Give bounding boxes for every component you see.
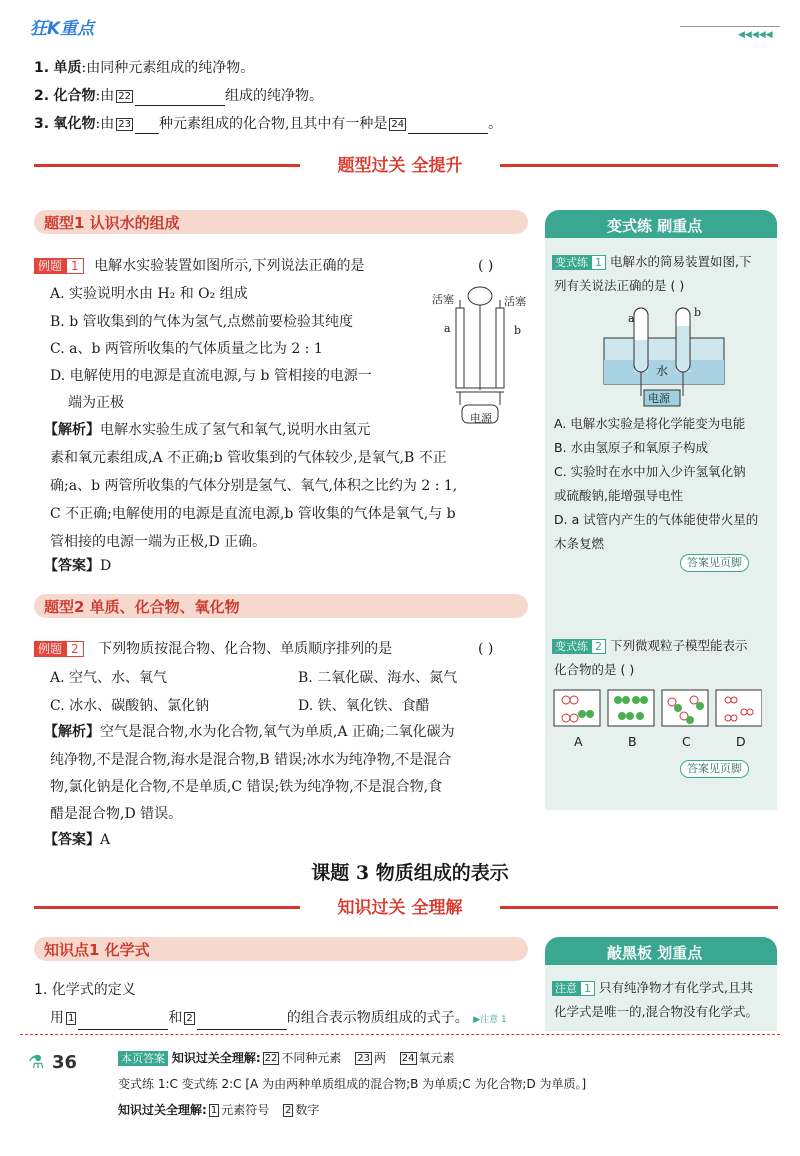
side-1-opt-5: D. a 试管内产生的气体能使带火星的	[554, 512, 759, 527]
footer-line-2: 变式练 1:C 变式练 2:C [A 为由两种单质组成的混合物;B 为单质;C 为化合物;D 为单质。]	[118, 1077, 587, 1091]
flask-icon: ⚗	[28, 1052, 45, 1073]
page-number: 36	[52, 1052, 78, 1073]
header-arrows-icon: ◀◀◀◀◀	[738, 30, 773, 40]
side-1-q1-line-2: 列有关说法正确的是 ( )	[554, 278, 685, 293]
side-2-head: 敲黑板 划重点	[545, 937, 777, 965]
side-1-head: 变式练 刷重点	[545, 210, 777, 238]
side-2-line-2: 化学式是唯一的,混合物没有化学式。	[554, 1004, 758, 1019]
analysis-2-line-3: 物,氯化钠是化合物,不是单质,C 错误;铁为纯净物,不是混合物,食	[50, 779, 443, 795]
option-b: B. b 管收集到的气体为氢气,点燃前要检验其纯度	[50, 314, 354, 330]
def-2: 2. 化合物:由 22 组成的纯净物。	[34, 88, 323, 104]
example-2-question: 例题 2 下列物质按混合物、化合物、单质顺序排列的是	[34, 639, 392, 659]
fig1-valve-left: 活塞	[432, 293, 454, 306]
model-label-a: A	[574, 734, 583, 749]
example-1-question: 例题 1 电解水实验装置如图所示,下列说法正确的是	[34, 256, 365, 276]
option-d-1: D. 电解使用的电源是直流电源,与 b 管相接的电源一	[50, 368, 372, 384]
side-2-line-1: 注意 1 只有纯净物才有化学式,且其	[552, 978, 753, 998]
banner-2: 知识过关 全理解	[300, 893, 500, 923]
topic-1-title: 题型1 认识水的组成	[34, 210, 528, 234]
side-fig-b: b	[694, 306, 702, 319]
option-a: A. 实验说明水由 H₂ 和 O₂ 组成	[50, 286, 248, 302]
brand-logo: 狂K重点	[30, 19, 95, 39]
answer-footer-button-1[interactable]: 答案见页脚	[680, 554, 749, 572]
analysis-2-line-4: 醋是混合物,D 错误。	[50, 806, 183, 822]
kp-1-title: 知识点1 化学式	[34, 937, 528, 961]
fig1-valve-right: 活塞	[504, 295, 526, 308]
side-1-opt-3: C. 实验时在水中加入少许氢氧化钠	[554, 464, 746, 479]
analysis-1-line-1: 【解析】电解水实验生成了氢气和氧气,说明水由氢元	[44, 422, 371, 438]
def-1: 1. 单质:由同种元素组成的纯净物。	[34, 60, 255, 76]
answer-footer-button-2[interactable]: 答案见页脚	[680, 760, 749, 778]
fig1-label-b: b	[514, 324, 522, 337]
answer-1: 【答案】D	[44, 558, 112, 574]
answer-2: 【答案】A	[44, 832, 111, 848]
fig1-power: 电源	[470, 412, 492, 425]
banner-1: 题型过关 全提升	[300, 151, 500, 181]
model-label-b: B	[628, 734, 637, 749]
kp-1-definition: 用 1 和 2 的组合表示物质组成的式子。 ▶注意 1	[50, 1008, 507, 1030]
option-2a: A. 空气、水、氧气	[50, 670, 168, 686]
kp-1-sub: 1. 化学式的定义	[34, 982, 136, 998]
side-1-q2-line-1: 变式练 2 下列微观粒子模型能表示	[552, 636, 748, 656]
footer-line-3: 知识过关全理解: 1 元素符号 2 数字	[118, 1103, 320, 1117]
analysis-1-line-3: 确;a、b 两管所收集的气体分别是氢气、氧气,体积之比约为 2 : 1,	[50, 478, 458, 494]
side-1-q2-line-2: 化合物的是 ( )	[554, 662, 635, 677]
analysis-1-line-5: 管相接的电源一端为正极,D 正确。	[50, 534, 267, 550]
side-1-opt-1: A. 电解水实验是将化学能变为电能	[554, 416, 746, 431]
header-line	[680, 26, 780, 27]
option-c: C. a、b 两管所收集的气体质量之比为 2 : 1	[50, 341, 323, 357]
model-label-d: D	[736, 734, 746, 749]
side-fig-a: a	[628, 312, 635, 325]
option-d-2: 端为正极	[68, 395, 124, 411]
analysis-1-line-4: C 不正确;电解使用的电源是直流电源,b 管收集的气体是氧气,与 b	[50, 506, 456, 522]
option-2d: D. 铁、氧化铁、食醋	[298, 698, 430, 714]
option-2b: B. 二氧化碳、海水、氮气	[298, 670, 458, 686]
side-1-opt-2: B. 水由氢原子和氧原子构成	[554, 440, 709, 455]
lesson-title: 课题 3 物质组成的表示	[311, 862, 509, 884]
side-1-opt-4: 或硫酸钠,能增强导电性	[554, 488, 683, 503]
example-1-paren: ( )	[478, 258, 494, 274]
side-fig-power: 电源	[648, 392, 670, 405]
model-label-c: C	[682, 734, 691, 749]
topic-2-title: 题型2 单质、化合物、氧化物	[34, 594, 528, 618]
footer-line-1: 本页答案 知识过关全理解: 22 不同种元素 23 两 24 氧元素	[118, 1048, 455, 1068]
analysis-1-line-2: 素和氧元素组成,A 不正确;b 管收集到的气体较少,是氧气,B 不正	[50, 450, 447, 466]
def-3: 3. 氧化物:由 23 种元素组成的化合物,且其中有一种是 24 。	[34, 116, 503, 132]
side-1-q1-line-1: 变式练 1 电解水的简易装置如图,下	[552, 252, 751, 272]
side-fig-water: 水	[656, 364, 669, 378]
analysis-2-line-2: 纯净物,不是混合物,海水是混合物,B 错误;冰水为纯净物,不是混合	[50, 752, 452, 768]
fig1-label-a: a	[444, 322, 451, 335]
particle-models-figure	[552, 688, 762, 728]
side-1-opt-6: 木条复燃	[554, 536, 605, 551]
analysis-2-line-1: 【解析】空气是混合物,水为化合物,氧气为单质,A 正确;二氧化碳为	[44, 724, 455, 740]
option-2c: C. 冰水、碳酸钠、氯化钠	[50, 698, 210, 714]
example-2-paren: ( )	[478, 641, 494, 657]
